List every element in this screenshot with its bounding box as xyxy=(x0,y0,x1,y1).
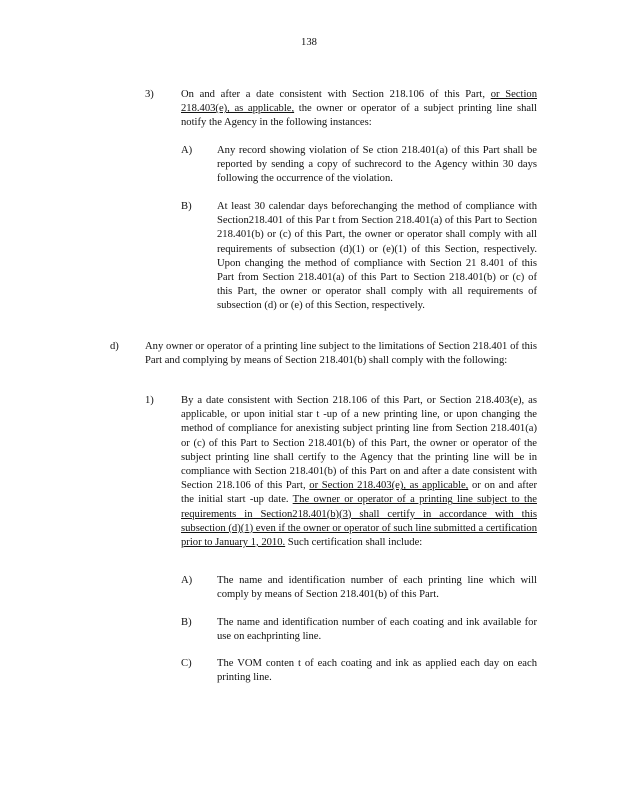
amendment-underline: The owner or operator of a printing line subject to the requirements in Section218.401(b)(3) shall certify in accordance with this subsection (d)(1) even if the owner or operator of such line submitted a certification prior to January 1, 2010. xyxy=(181,494,537,549)
paragraph-d-1-label: 1) xyxy=(145,395,154,406)
paragraph-d-1-a-label: A) xyxy=(181,575,193,586)
amendment-underline: or Section 218.403(e), as applicable, xyxy=(309,480,469,492)
paragraph-3-label: 3) xyxy=(145,89,154,100)
paragraph-3-text: On and after a date consistent with Section 218.106 of this Part, or Section 218.403(e), as applicable, the owner or operator of a subject printing line shall notify the Agency in the following instances: xyxy=(181,89,538,129)
amendment-underline: or Section 218.403(e), as applicable, xyxy=(181,89,538,115)
paragraph-3-a-text: Any record showing violation of Se ction 218.401(a) of this Part shall be reported by sending a copy of suchrecord to the Agency within 30 days following the occurrence of the violation. xyxy=(217,145,537,185)
paragraph-d-1-b-label: B) xyxy=(181,617,192,628)
paragraph-d-1-text: By a date consistent with Section 218.106 of this Part, or Section 218.403(e), as applicable, or upon initial star t -up of a new printing line, or upon changing the method of compliance for anexisting subject printing line from Section 218.401(a) or (c) of this Part to Section 218.401(b) of this Part, the owner or operator of the subject printing line shall certify to the Agency that the printing line will be in compliance with Section 218.401(b) of this Part on and after a date consistent with Section 218.106 of this Part, or Section 218.403(e), as applicable, or on and after the initial start -up date. The owner or operator of a printing line subject to the requirements in Section218.401(b)(3) shall certify in accordance with this subsection (d)(1) even if the owner or operator of such line submitted a certification prior to January 1, 2010. Such certification shall include: xyxy=(181,395,537,549)
paragraph-3-b-text: At least 30 calendar days beforechanging the method of compliance with Section218.401 of this Par t from Section 218.401(a) of this Part to Section 218.401(b) or (c) of this Part, the owner or operator shall comply with all requirements of subsection (d)(1) or (e)(1) of this Section, respectively. Upon changing the method of compliance with Section 21 8.401 of this Part from Section 218.401(a) of this Part to Section 218.401(b) or (c) of this Part, the owner or operator shall comply with all requirements of subsection (d) or (e) of this Section, respectively. xyxy=(217,201,537,312)
paragraph-d-label: d) xyxy=(110,341,119,352)
paragraph-3-a-label: A) xyxy=(181,145,193,156)
page-number: 138 xyxy=(301,37,317,48)
paragraph-d-1-a-text: The name and identification number of each printing line which will comply by means of Section 218.401(b) of this Part. xyxy=(217,575,537,601)
paragraph-d-1-b-text: The name and identification number of each coating and ink available for use on eachprinting line. xyxy=(217,617,537,643)
paragraph-d-text: Any owner or operator of a printing line subject to the limitations of Section 218.401 of this Part and complying by means of Section 218.401(b) shall comply with the following: xyxy=(145,341,537,367)
paragraph-d-1-c-label: C) xyxy=(181,658,192,669)
paragraph-d-1-c-text: The VOM conten t of each coating and ink as applied each day on each printing line. xyxy=(217,658,537,684)
paragraph-3-b-label: B) xyxy=(181,201,192,212)
